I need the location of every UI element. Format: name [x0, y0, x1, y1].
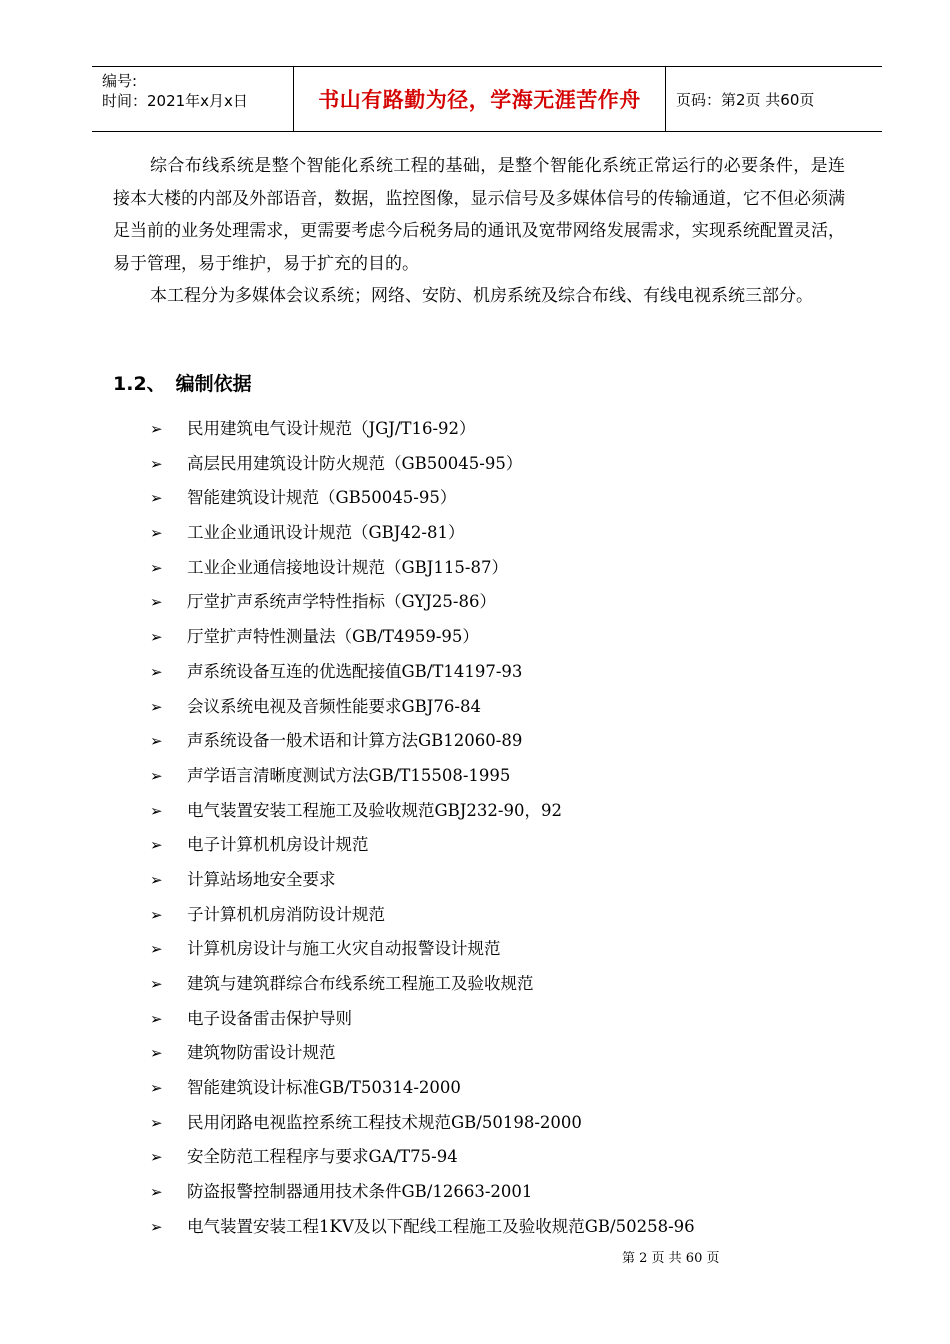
arrow-bullet-icon: ➢ — [150, 489, 163, 508]
arrow-bullet-icon: ➢ — [150, 975, 163, 993]
arrow-bullet-icon: ➢ — [150, 1148, 163, 1167]
arrow-bullet-icon: ➢ — [150, 1079, 163, 1098]
reference-text: 安全防范工程程序与要求GA/T75-94 — [187, 1147, 458, 1167]
reference-item — [150, 828, 850, 863]
reference-item — [150, 551, 850, 586]
arrow-bullet-icon: ➢ — [150, 1217, 163, 1236]
reference-text: 高层民用建筑设计防火规范（GB50045-95） — [187, 453, 523, 473]
reference-item — [150, 481, 850, 516]
reference-item — [150, 724, 850, 759]
reference-text: 声系统设备一般术语和计算方法GB12060-89 — [187, 731, 523, 751]
scope-paragraph: 本工程分为多媒体会议系统；网络、安防、机房系统及综合布线、有线电视系统三部分。 — [150, 286, 813, 306]
reference-text: 电气装置安装工程1KV及以下配线工程施工及验收规范GB/50258-96 — [187, 1216, 695, 1236]
reference-text: 防盗报警控制器通用技术条件GB/12663-2001 — [187, 1182, 533, 1202]
arrow-bullet-icon: ➢ — [150, 940, 163, 959]
reference-item — [150, 447, 850, 482]
page-header — [92, 66, 882, 132]
arrow-bullet-icon: ➢ — [150, 1044, 163, 1063]
reference-item — [150, 898, 850, 933]
section-number: 1.2、 — [113, 373, 166, 395]
arrow-bullet-icon: ➢ — [150, 593, 163, 612]
reference-item — [150, 412, 850, 447]
reference-text: 计算站场地安全要求 — [187, 869, 336, 889]
reference-text: 计算机房设计与施工火灾自动报警设计规范 — [187, 939, 501, 959]
reference-item — [150, 585, 850, 620]
arrow-bullet-icon: ➢ — [150, 905, 163, 924]
arrow-bullet-icon: ➢ — [150, 558, 163, 577]
reference-item — [150, 1071, 850, 1106]
reference-text: 建筑物防雷设计规范 — [187, 1043, 336, 1063]
arrow-bullet-icon: ➢ — [150, 628, 163, 647]
reference-item — [150, 1036, 850, 1071]
arrow-bullet-icon: ➢ — [150, 766, 163, 785]
reference-item — [150, 516, 850, 551]
arrow-bullet-icon: ➢ — [150, 524, 163, 543]
reference-text: 会议系统电视及音频性能要求GBJ76-84 — [187, 696, 481, 716]
reference-text: 厅堂扩声系统声学特性指标（GYJ25-86） — [187, 592, 496, 612]
reference-text: 电子计算机机房设计规范 — [187, 835, 369, 855]
reference-text: 工业企业通讯设计规范（GBJ42-81） — [187, 523, 465, 543]
reference-item — [150, 690, 850, 725]
reference-text: 建筑与建筑群综合布线系统工程施工及验收规范 — [187, 974, 534, 993]
reference-text: 声系统设备互连的优选配接值GB/T14197-93 — [187, 661, 523, 681]
arrow-bullet-icon: ➢ — [150, 1183, 163, 1202]
reference-item — [150, 1210, 850, 1245]
reference-text: 民用闭路电视监控系统工程技术规范GB/50198-2000 — [187, 1112, 582, 1132]
intro-paragraph: 综合布线系统是整个智能化系统工程的基础，是整个智能化系统正常运行的必要条件，是连接本大楼的内部及外部语音，数据，监控图像，显示信号及多媒体信号的传输通道，它不但必须满足当前的业务处理需求，更需要考虑今后税务局的通讯及宽带网络发展需求，实现系统配置灵活，易于管理，易于维护，易于扩充的目的。 — [113, 156, 845, 274]
reference-item — [150, 794, 850, 829]
reference-item — [150, 1106, 850, 1141]
reference-item — [150, 967, 850, 1002]
reference-text: 智能建筑设计标准GB/T50314-2000 — [187, 1078, 461, 1098]
header-meta — [92, 67, 294, 131]
arrow-bullet-icon: ➢ — [150, 836, 163, 855]
reference-text: 工业企业通信接地设计规范（GBJ115-87） — [187, 557, 508, 577]
arrow-bullet-icon: ➢ — [150, 420, 163, 438]
reference-text: 电气装置安装工程施工及验收规范GBJ232-90，92 — [187, 800, 562, 820]
document-time-label: 时间：2021年x月x日 — [102, 92, 248, 110]
reference-item — [150, 759, 850, 794]
header-motto: 书山有路勤为径，学海无涯苦作舟 — [294, 67, 666, 131]
reference-text: 厅堂扩声特性测量法（GB/T4959-95） — [187, 627, 479, 647]
arrow-bullet-icon: ➢ — [150, 1009, 163, 1028]
reference-item — [150, 1002, 850, 1037]
reference-list — [150, 412, 850, 1245]
reference-text: 声学语言清晰度测试方法GB/T15508-1995 — [187, 765, 511, 785]
reference-item — [150, 1140, 850, 1175]
reference-text: 智能建筑设计规范（GB50045-95） — [187, 488, 457, 508]
arrow-bullet-icon: ➢ — [150, 1113, 163, 1132]
arrow-bullet-icon: ➢ — [150, 662, 163, 681]
reference-item — [150, 932, 850, 967]
reference-item — [150, 620, 850, 655]
reference-item — [150, 655, 850, 690]
document-code-label: 编号: — [102, 72, 138, 90]
reference-text: 民用建筑电气设计规范（JGJ/T16-92） — [187, 419, 476, 438]
section-title: 编制依据 — [175, 373, 252, 395]
header-page-info: 页码：第2页 共60页 — [676, 90, 815, 109]
arrow-bullet-icon: ➢ — [150, 801, 163, 820]
reference-item — [150, 1175, 850, 1210]
arrow-bullet-icon: ➢ — [150, 454, 163, 473]
page-footer: 第 2 页 共 60 页 — [622, 1251, 720, 1266]
section-heading — [113, 369, 252, 396]
reference-text: 子计算机机房消防设计规范 — [187, 904, 385, 924]
arrow-bullet-icon: ➢ — [150, 870, 163, 889]
reference-item — [150, 863, 850, 898]
reference-text: 电子设备雷击保护导则 — [187, 1008, 352, 1028]
arrow-bullet-icon: ➢ — [150, 697, 163, 716]
arrow-bullet-icon: ➢ — [150, 732, 163, 751]
